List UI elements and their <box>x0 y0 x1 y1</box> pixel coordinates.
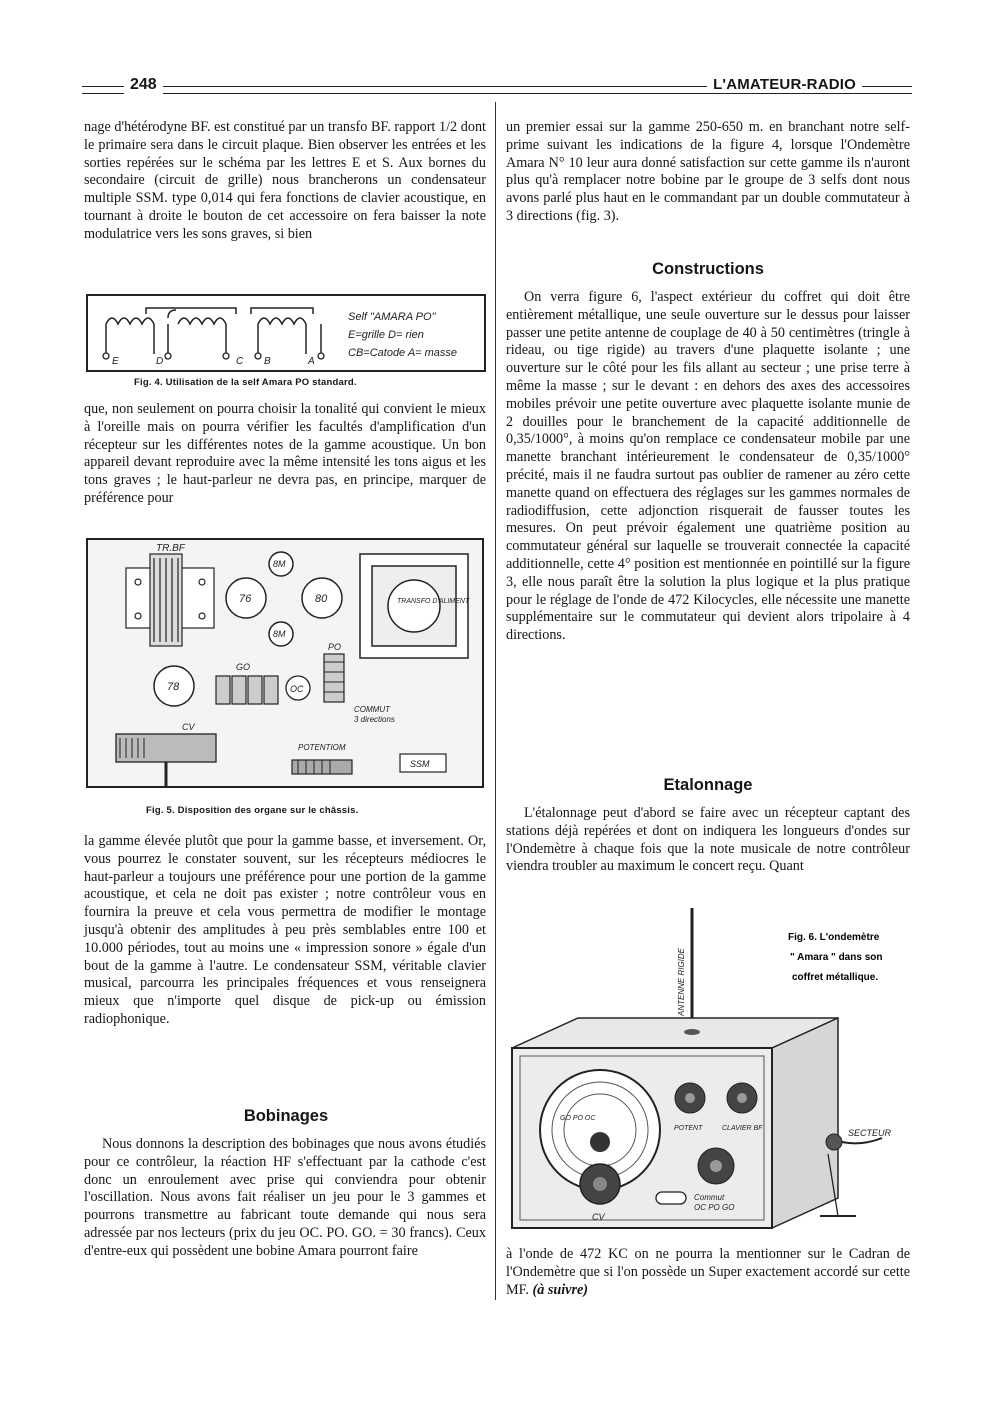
right-paragraph-4 <box>506 1246 910 1299</box>
right-paragraph-3 <box>506 805 910 876</box>
fig5-label-po: PO <box>328 642 342 652</box>
figure-5 <box>86 538 484 788</box>
magazine-title: L'AMATEUR-RADIO <box>707 76 862 93</box>
fig6-diagram <box>508 898 912 1240</box>
fig6-label-dial-scale: GO PO OC <box>560 1115 596 1122</box>
figure-4 <box>86 294 486 372</box>
fig5-label-8m-bottom: 8M <box>273 629 286 639</box>
left-paragraph-2 <box>84 401 486 508</box>
fig4-terminal-d: D <box>156 356 164 367</box>
fig5-label-78: 78 <box>167 681 180 693</box>
fig6-label-commut: Commut <box>694 1193 725 1202</box>
right-paragraph-2 <box>506 289 910 645</box>
right-p4-text: à l'onde de 472 KC on ne pourra la mentionner sur le Cadran de l'Ondemètre que si l'on possède un Super exactement accordé sur cette MF. <box>506 1246 910 1298</box>
fig5-label-cv: CV <box>182 722 195 732</box>
a-suivre-note: (à suivre) <box>532 1281 589 1298</box>
right-p2-text: On verra figure 6, l'aspect extérieur du coffret qui doit être entièrement métallique, une seule ouverture sur le dessus pour laisser passer une petite antenne de couplage de 40 à 50 centimètres (tringle à rideau, ou tige rigide) au travers d'une plaquette isolante ; une ouverture sur le côté pour les fils allant au secteur ; une prise terre à même la masse ; sur le devant : en dehors des axes des accessoires mobiles prévoir une petite ouverture avec plaquette isolante munie de 2 douilles pour le branchement de la capacité additionnelle de 0,35/1000°, à moins qu'on remplace ce condensateur mobile par une manette branchant intérieurement le condensateur de 0,35/1000° précité, mais il ne faudra surtout pas oublier de ramener au zéro cette manette quand on effectuera des réglages sur les gammes normales de radiodiffusion, cette adjonction risquerait de fausser toutes les mesures. On peut prévoir également une quatrième position au commutateur général sur laquelle se trouverait connectée la capacité additionnelle, cette 4° position est mentionnée en pointillé sur la figure 3, elle nous paraît être la solution la plus logique et la plus pratique pour le réglage de l'onde de 472 Kilocycles, elle nécessite une manette supplémentaire sur le commutateur qui devient alors tripolaire à 4 directions. <box>506 289 910 644</box>
fig5-diagram <box>86 538 484 788</box>
fig4-terminal-b: B <box>264 356 271 367</box>
fig6-caption-line2: " Amara " dans son <box>790 952 883 963</box>
column-divider <box>495 102 496 1300</box>
fig6-label-commut-sub: OC PO GO <box>694 1203 735 1212</box>
right-paragraph-1 <box>506 119 910 226</box>
figure-6 <box>508 898 912 1240</box>
left-p4-text: Nous donnons la description des bobinages que nous avons étudiés pour ce contrôleur, la réaction HF s'effectuant par la cathode c'est donc un enroulement avec prise qui conviendra pour obtenir l'oscillation. Nous avons fait réaliser un jeu pour le 3 gammes et pourrons transmettre au fabricant toute demande qui nous sera adressée par nos lecteurs (prix du jeu OC. PO. GO. = 30 francs). Ceux d'entre-eux qui possèdent une bobine Amara pourront faire <box>84 1136 486 1259</box>
fig5-label-oc: OC <box>290 684 304 694</box>
fig5-label-76: 76 <box>239 593 252 605</box>
heading-constructions: Constructions <box>652 260 764 278</box>
fig4-terminal-c: C <box>236 356 244 367</box>
fig4-diagram <box>86 294 486 372</box>
fig6-caption-line3: coffret métallique. <box>792 972 879 983</box>
fig6-caption-line1: Fig. 6. L'ondemètre <box>788 932 880 943</box>
right-p3-text: L'étalonnage peut d'abord se faire avec un récepteur captant des stations déjà repérées et dont on indiquera les longueurs d'ondes sur l'Ondemètre à chaque fois que la note musicale de notre contrôleur viendra troubler au maximum le concert reçu. Quant <box>506 805 910 875</box>
fig5-label-go: GO <box>236 662 251 672</box>
fig5-label-80: 80 <box>315 593 328 605</box>
left-p2-text: que, non seulement on pourra choisir la tonalité qui convient le mieux à l'oreille mais on pourra vérifier les facultés d'amplification d'un récepteur sur les différentes notes de la gamme acoustique. Un bon appareil devant reproduire avec la même intensité les tons aigus et les tons graves ; le haut-parleur ne devra pas, en principe, marquer de préférence pour <box>84 401 486 506</box>
fig4-legend-line1: Self "AMARA PO" <box>348 311 436 323</box>
left-p3-text: la gamme élevée plutôt que pour la gamme basse, et inversement. Or, vous pourrez le constater souvent, sur les récepteurs médiocres le haut-parleur a toujours une préférence pour une portion de la gamme acoustique, et cela ne doit pas exister ; notre contrôleur vous en fournira la preuve et cela vous permettra de modifier le montage jusqu'à obtenir des amplitudes à peu près semblables entre 100 et 10.000 périodes, tout au moins une « impression sonore » égale d'un bout de la gamme à l'autre. Le condensateur SSM, véritable clavier musical, parcourra les principales fréquences et vous renseignera mieux que n'importe quel disque de pick-up ou émission radiophonique. <box>84 833 486 1027</box>
fig4-terminal-a: A <box>308 356 315 367</box>
fig6-label-cv: CV <box>592 1212 605 1222</box>
heading-bobinages: Bobinages <box>243 1107 329 1125</box>
fig4-caption: Fig. 4. Utilisation de la self Amara PO standard. <box>134 377 357 388</box>
fig5-label-transfo: TRANSFO D'ALIMENT <box>397 598 470 605</box>
fig6-label-antenna: ANTENNE RIGIDE <box>677 947 686 1016</box>
page-number: 248 <box>124 76 163 94</box>
fig5-caption: Fig. 5. Disposition des organe sur le châssis. <box>146 805 359 816</box>
left-paragraph-1 <box>84 119 486 244</box>
left-paragraph-4 <box>84 1136 486 1261</box>
fig5-label-potentiometer: POTENTIOM <box>298 743 346 752</box>
right-p1-text: un premier essai sur la gamme 250-650 m. en branchant notre self-prime suivant les indications de la figure 4, lorsque l'Ondemètre Amara N° 10 leur aura donné satisfaction sur cette gamme ils n'auront plus qu'à remplacer notre bobine par le groupe de 3 selfs dont nous avons parlé plus haut en le commandant par un double commutateur à 3 directions (fig. 3). <box>506 119 910 224</box>
left-paragraph-3 <box>84 833 486 1029</box>
fig5-label-tr-bf: TR.BF <box>156 543 185 554</box>
fig4-terminal-e: E <box>112 356 119 367</box>
left-p1-text: nage d'hétérodyne BF. est constitué par un transfo BF. rapport 1/2 dont le primaire sera dans le circuit plaque. Bien observer les entrées et les sorties repérées sur le schéma par les lettres E et S. Aux bornes du secondaire (circuit de grille) nous brancherons un condensateur multiple SSM. type 0,014 qui fera fonctions de clavier acoustique, en tournant à droite le bouton de cet accessoire on fera baisser la note modulatrice vers les sons graves, si bien <box>84 119 486 242</box>
fig4-legend-line2: E=grille D= rien <box>348 329 424 341</box>
fig6-label-secteur: SECTEUR <box>848 1128 892 1138</box>
fig5-label-8m-top: 8M <box>273 559 286 569</box>
fig4-legend-line3: CB=Catode A= masse <box>348 347 458 359</box>
fig6-label-potent: POTENT <box>674 1125 703 1132</box>
fig6-label-clavier: CLAVIER BF <box>722 1125 763 1132</box>
right-p4-container <box>506 1246 910 1299</box>
fig5-label-commut-sub: 3 directions <box>354 715 395 724</box>
fig5-label-ssm: SSM <box>410 759 430 769</box>
fig5-label-commut: COMMUT <box>354 705 390 714</box>
heading-etalonnage: Etalonnage <box>663 776 753 794</box>
